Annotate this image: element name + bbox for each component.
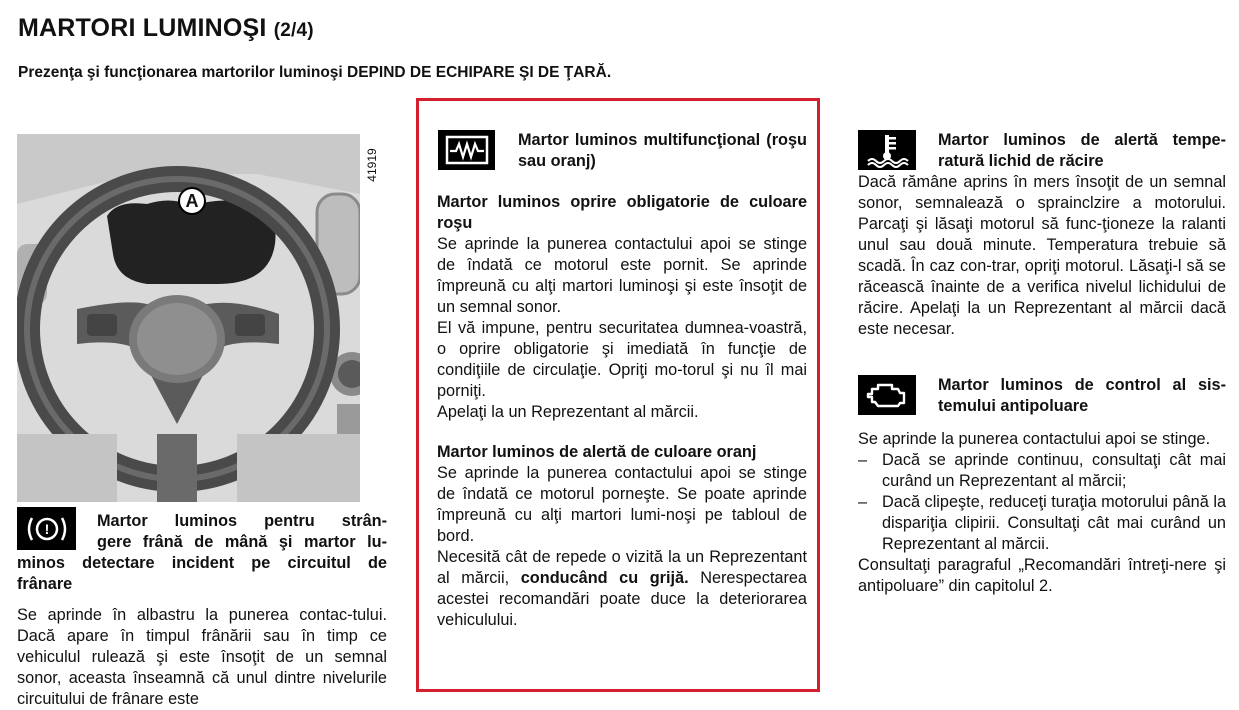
- orange-warning-body-2: [437, 547, 807, 631]
- page-subtitle: Prezenţa şi funcţionarea martorilor luminoşi DEPIND DE ECHIPARE ŞI DE ŢARĂ.: [18, 64, 612, 81]
- stop-warning-body-1: Se aprinde la punerea contactului apoi se stinge de îndată ce motorul este pornit. Se aprinde împreună cu alţi martori luminoşi şi este însoţit de un semnal sonor.: [437, 235, 807, 316]
- stop-warning-heading: Martor luminos oprire obligatorie de culoare roşu: [437, 193, 807, 232]
- engine-list-item-2-text: Dacă clipeşte, reduceţi turaţia motorului până la dispariţia clipirii. Consultaţi cât mai curând un Reprezentant al mărcii.: [882, 493, 1226, 553]
- engine-list-item-1: [858, 450, 1226, 492]
- figure-code: [364, 136, 380, 196]
- svg-text:!: !: [44, 520, 49, 537]
- dashboard-photo: [17, 134, 360, 502]
- handbrake-body: Se aprinde în albastru la punerea contac-tului. Dacă apare în timpul frânării sau în timp ce vehiculul rulează şi este însoţit de un semnal sonor, aceasta înseamnă că unul dintre nivelurile circuitului de frânare este: [17, 606, 387, 708]
- stop-warning-body-3: Apelaţi la un Reprezentant al mărcii.: [437, 403, 699, 421]
- orange-warning-body-1: Se aprinde la punerea contactului apoi se stinge de îndată ce motorul porneşte. Se poate aprinde împreună cu alţi martori lumi-noşi pe tabloul de bord.: [437, 464, 807, 545]
- multifunction-heading: Martor luminos multifuncţional (roşu sau oranj): [518, 131, 807, 170]
- engine-section: [858, 375, 1226, 597]
- page-title-text: MARTORI LUMINOŞI: [18, 14, 267, 42]
- list-dash: –: [858, 451, 868, 469]
- engine-list-item-2: [858, 492, 1226, 555]
- coolant-section: [858, 130, 1226, 340]
- orange-warning-body-2a: Necesită cât de repede o vizită la un Reprezentant al mărcii,: [437, 548, 807, 587]
- callout-a: A: [178, 187, 206, 215]
- orange-warning-heading: Martor luminos de alertă de culoare oranj: [437, 443, 757, 461]
- engine-heading: Martor luminos de control al sis-temului antipoluare: [938, 376, 1226, 415]
- coolant-body: Dacă rămâne aprins în mers însoţit de un semnal sonor, semnalează o sprainclzire a motorului. Parcaţi şi lăsaţi motorul să func-ţioneze la ralanti unul sau două minute. Temperatura trebuie să scadă. În caz con-trar, opriţi motorul. Lăsaţi-l să se răcească înainte de a verifica nivelul lichidului de răcire. Apelaţi la un Reprezentant al mărcii dacă este necesar.: [858, 173, 1226, 338]
- orange-warning-emphasis: conducând cu grijă.: [520, 569, 689, 587]
- handbrake-section: [17, 511, 387, 710]
- handbrake-heading-line1: Martor luminos pentru strân-: [97, 512, 387, 530]
- figure-code-text: 41919: [365, 148, 379, 182]
- page-title: [18, 14, 314, 43]
- list-dash: –: [858, 493, 868, 511]
- handbrake-heading-line2: gere frână de mână şi martor lu-: [97, 533, 387, 551]
- maintenance-reference: Consultaţi paragraful „Recomandări întreţi-nere şi antipoluare” din capitolul 2.: [858, 556, 1226, 595]
- handbrake-heading-line3: minos detectare incident pe circuitul de: [17, 554, 387, 572]
- stop-warning-body-2: El vă impune, pentru securitatea dumnea-voastră, o oprire obligatorie şi imediată în funcţie de condiţiile de circulaţie. Opriţi mo-torul şi nu îl mai porniţi.: [437, 319, 807, 400]
- orange-warning-body-2b: Nerespectarea acestei recomandări poate duce la deteriorarea vehiculului.: [437, 569, 807, 629]
- handbrake-heading-line4: frânare: [17, 575, 73, 593]
- coolant-heading: Martor luminos de alertă tempe-ratură lichid de răcire: [938, 131, 1226, 170]
- engine-list-item-1-text: Dacă se aprinde continuu, consultaţi cât mai curând un Reprezentant al mărcii;: [882, 451, 1226, 490]
- engine-body: Se aprinde la punerea contactului apoi se stinge.: [858, 430, 1211, 448]
- page-number: (2/4): [273, 20, 314, 41]
- multifunction-section: [437, 130, 807, 631]
